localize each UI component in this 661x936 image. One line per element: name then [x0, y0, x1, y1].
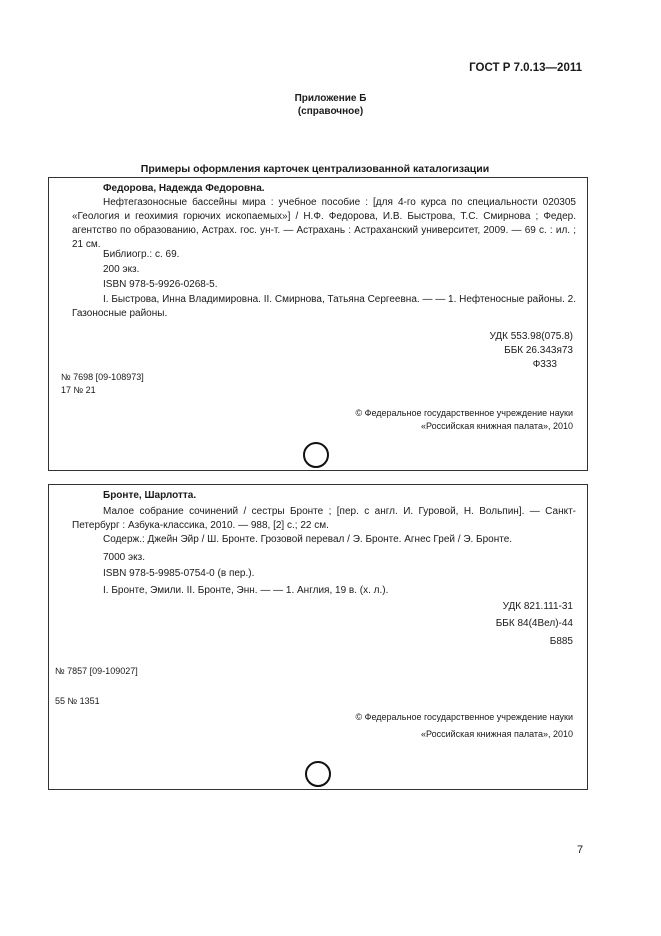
standard-header: ГОСТ Р 7.0.13—2011	[469, 62, 582, 74]
appendix-subtitle: (справочное)	[297, 106, 364, 117]
punch-hole-icon	[305, 761, 331, 787]
card-description: Нефтегазоносные бассейны мира : учебное пособие : [для 4-го курса по специальности 020305 «Геология и геохимия горючих ископаемых»] / Н.Ф. Федорова, И.В. Быстрова, Т.С. Смирнова ; Федер. агентство по образованию, Астрах. гос. ун-т. — Астрахань : Астраханский университет, 2009. — 69 с. : ил. ; 21 см.	[72, 197, 576, 250]
card-isbn: ISBN 978-5-9926-0268-5.	[103, 279, 218, 290]
card-tracing: I. Быстрова, Инна Владимировна. II. Смирнова, Татьяна Сергеевна. — — 1. Нефтеносные районы. 2. Газоносные районы.	[72, 294, 576, 319]
card-contents: Содерж.: Джейн Эйр / Ш. Бронте. Грозовой перевал / Э. Бронте. Агнес Грей / Э. Бронте.	[103, 534, 513, 545]
card-description: Малое собрание сочинений / сестры Бронте ; [пер. с англ. И. Гуровой, Н. Вольпин]. — Санкт-Петербург : Азбука-классика, 2010. — 988, [2] с.; 22 см.	[72, 506, 576, 531]
card-copyright-line2: «Российская книжная палата», 2010	[421, 421, 573, 431]
card-tracing: I. Бронте, Эмили. II. Бронте, Энн. — — 1. Англия, 19 в. (х. л.).	[103, 585, 389, 596]
card-bibliography: Библиогр.: с. 69.	[103, 249, 180, 260]
page-number: 7	[577, 844, 584, 856]
card-author: Федорова, Надежда Федоровна.	[103, 183, 265, 194]
card-author: Бронте, Шарлотта.	[103, 490, 197, 501]
card-bbk: ББК 26.343я73	[504, 345, 573, 356]
card-number: № 7698 [09-108973]	[61, 372, 144, 382]
card-copyright-line1: © Федеральное государственное учреждение науки	[355, 408, 573, 418]
card-author-mark: Ф333	[532, 359, 557, 370]
card-order: 17 № 21	[61, 385, 96, 395]
appendix-title: Приложение Б	[294, 93, 367, 104]
punch-hole-icon	[303, 442, 329, 468]
card-copies: 7000 экз.	[103, 552, 145, 563]
card-bbk: ББК 84(4Вел)-44	[495, 618, 573, 629]
card-isbn: ISBN 978-5-9985-0754-0 (в пер.).	[103, 568, 255, 579]
card-copyright-line1: © Федеральное государственное учреждение науки	[355, 712, 573, 722]
section-title: Примеры оформления карточек централизованной каталогизации	[140, 163, 490, 175]
card-udc: УДК 821.111-31	[502, 601, 573, 612]
card-author-mark: Б885	[549, 636, 573, 647]
catalog-card-2	[48, 484, 588, 790]
catalog-card-1	[48, 177, 588, 471]
card-copies: 200 экз.	[103, 264, 140, 275]
card-order: 55 № 1351	[55, 696, 100, 706]
card-copyright-line2: «Российская книжная палата», 2010	[421, 729, 573, 739]
card-udc: УДК 553.98(075.8)	[489, 331, 573, 342]
card-number: № 7857 [09-109027]	[55, 666, 138, 676]
